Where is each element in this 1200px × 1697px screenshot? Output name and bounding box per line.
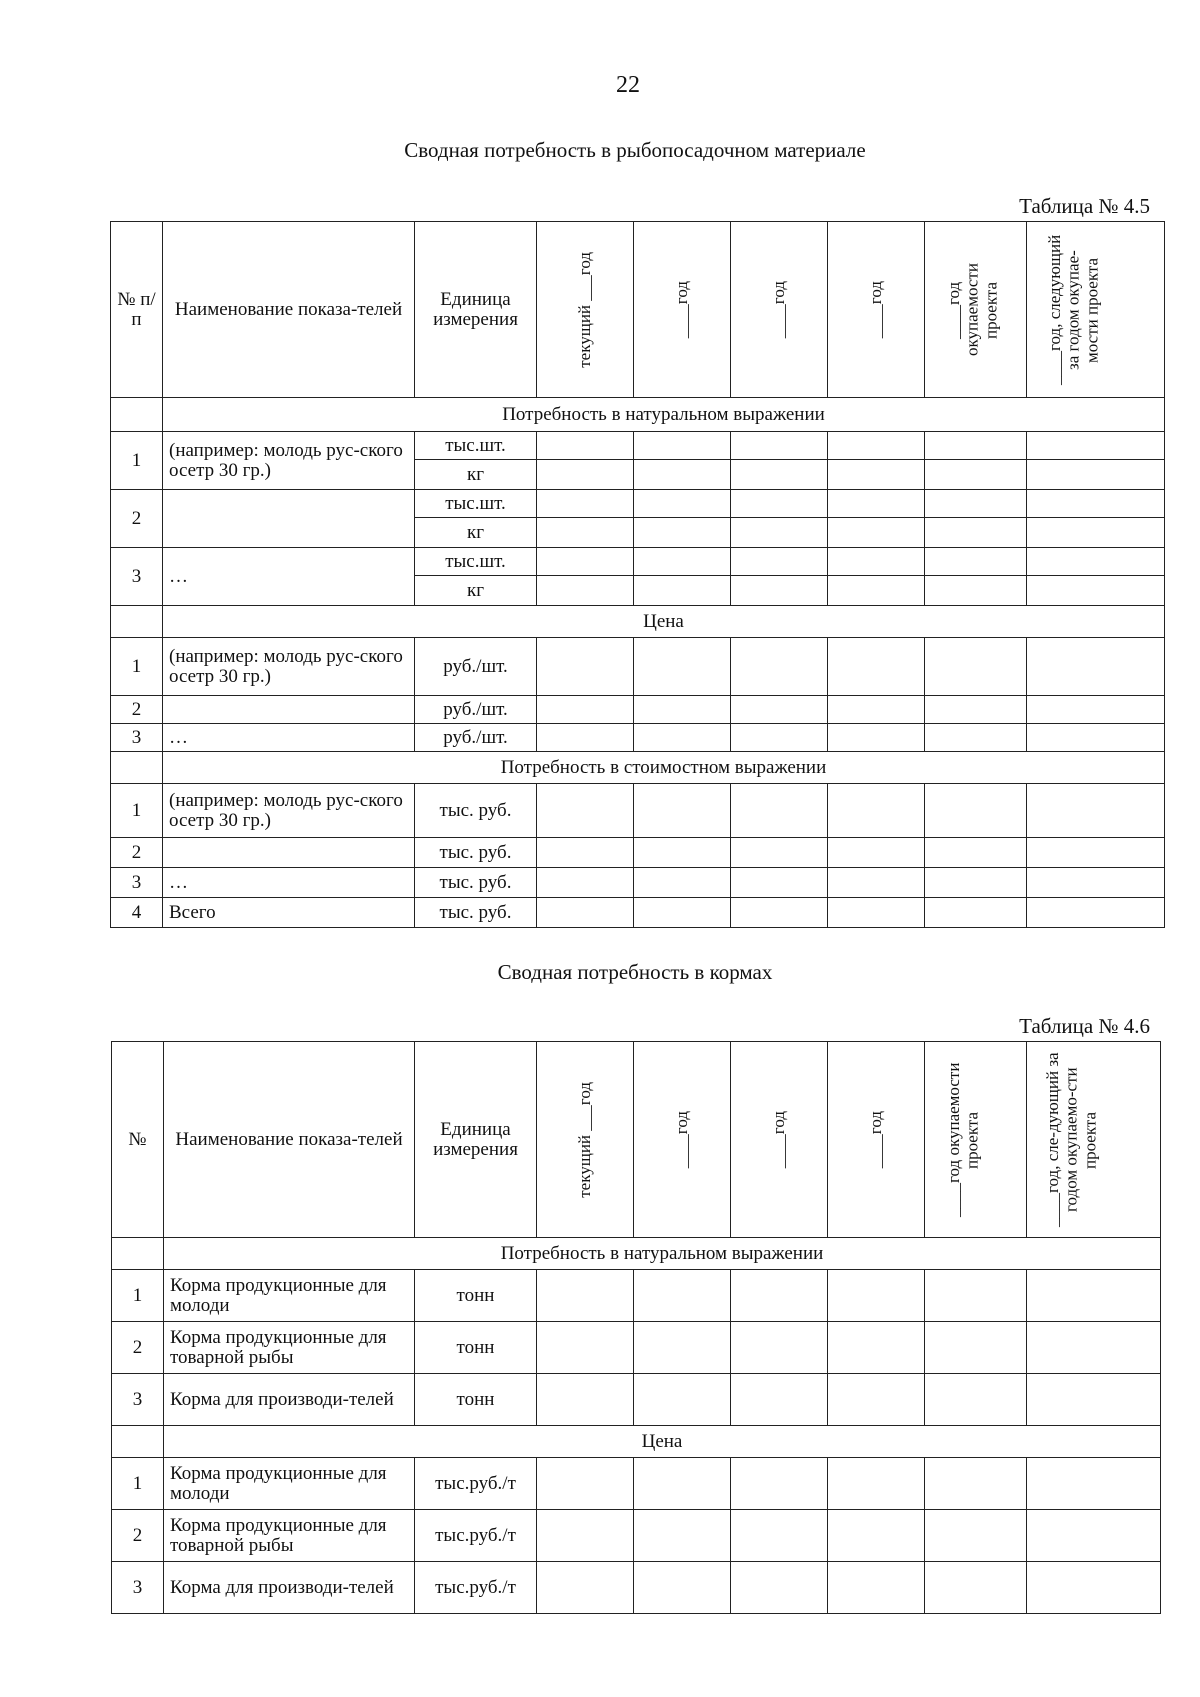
row-unit: тонн bbox=[415, 1374, 537, 1426]
row-unit: руб./шт. bbox=[415, 724, 537, 752]
table-row bbox=[111, 638, 1165, 696]
header-row bbox=[111, 222, 1165, 398]
row-name: (например: молодь рус-ского осетр 30 гр.) bbox=[163, 784, 415, 838]
header-row bbox=[112, 1042, 1161, 1238]
header-name: Наименование показа-телей bbox=[164, 1042, 415, 1238]
table-4-6-title: Сводная потребность в кормах bbox=[497, 960, 773, 984]
row-name: Корма продукционные для молоди bbox=[164, 1270, 415, 1322]
header-year-2: ____год bbox=[634, 222, 731, 398]
row-unit: руб./шт. bbox=[415, 638, 537, 696]
table-4-5-label: Таблица № 4.5 bbox=[1019, 194, 1150, 218]
row-num: 4 bbox=[111, 898, 163, 928]
row-num: 2 bbox=[111, 490, 163, 548]
table-row bbox=[111, 868, 1165, 898]
section-row bbox=[111, 398, 1165, 432]
table-4-6-label: Таблица № 4.6 bbox=[1019, 1014, 1150, 1038]
row-num: 2 bbox=[111, 696, 163, 724]
table-row bbox=[112, 1374, 1161, 1426]
row-num: 3 bbox=[111, 724, 163, 752]
row-name bbox=[163, 490, 415, 548]
row-name bbox=[163, 838, 415, 868]
row-unit: кг bbox=[415, 460, 537, 490]
header-year-after-payback: ____год, сле-дующий за годом окупаемо-сти проекта bbox=[1027, 1042, 1161, 1238]
row-num: 1 bbox=[111, 432, 163, 490]
row-name: … bbox=[163, 724, 415, 752]
table-4-5 bbox=[110, 221, 1165, 928]
row-unit: тыс.шт. bbox=[415, 548, 537, 576]
table-row bbox=[112, 1458, 1161, 1510]
header-year-payback: ____год окупаемости проекта bbox=[925, 1042, 1027, 1238]
table-row bbox=[111, 724, 1165, 752]
row-num: 3 bbox=[111, 548, 163, 606]
section-row bbox=[112, 1426, 1161, 1458]
row-unit: руб./шт. bbox=[415, 696, 537, 724]
section-cost: Потребность в стоимостном выражении bbox=[163, 752, 1165, 784]
row-name: Корма продукционные для товарной рыбы bbox=[164, 1322, 415, 1374]
row-unit: кг bbox=[415, 576, 537, 606]
row-num: 3 bbox=[112, 1562, 164, 1614]
row-unit: тыс.шт. bbox=[415, 490, 537, 518]
header-year-after-payback: ____год, следующий за годом окупае-мости проекта bbox=[1027, 222, 1165, 398]
row-num: 2 bbox=[112, 1510, 164, 1562]
table-row bbox=[112, 1562, 1161, 1614]
header-year-payback: ____год окупаемости проекта bbox=[925, 222, 1027, 398]
section-price: Цена bbox=[163, 606, 1165, 638]
row-unit: тыс. руб. bbox=[415, 838, 537, 868]
section-natural: Потребность в натуральном выражении bbox=[163, 398, 1165, 432]
row-unit: тыс. руб. bbox=[415, 898, 537, 928]
table-row bbox=[111, 898, 1165, 928]
header-year-3: ____год bbox=[731, 1042, 828, 1238]
header-unit: Единица измерения bbox=[415, 222, 537, 398]
row-unit: тонн bbox=[415, 1322, 537, 1374]
table-row bbox=[111, 548, 1165, 576]
row-num: 3 bbox=[111, 868, 163, 898]
table-4-6 bbox=[111, 1041, 1161, 1614]
row-num: 1 bbox=[111, 638, 163, 696]
row-num: 1 bbox=[112, 1458, 164, 1510]
section-natural: Потребность в натуральном выражении bbox=[164, 1238, 1161, 1270]
page-number: 22 bbox=[616, 72, 640, 98]
row-unit: тонн bbox=[415, 1270, 537, 1322]
row-name bbox=[163, 696, 415, 724]
row-unit: тыс.руб./т bbox=[415, 1562, 537, 1614]
row-num: 2 bbox=[111, 838, 163, 868]
row-unit: кг bbox=[415, 518, 537, 548]
row-unit: тыс. руб. bbox=[415, 784, 537, 838]
header-num: № bbox=[112, 1042, 164, 1238]
table-row bbox=[111, 432, 1165, 460]
header-year-current: текущий ___год bbox=[537, 222, 634, 398]
header-num: № п/п bbox=[111, 222, 163, 398]
row-num: 2 bbox=[112, 1322, 164, 1374]
header-year-4: ____год bbox=[828, 1042, 925, 1238]
header-unit: Единица измерения bbox=[415, 1042, 537, 1238]
table-row bbox=[111, 490, 1165, 518]
header-year-current: текущий ___год bbox=[537, 1042, 634, 1238]
row-unit: тыс.руб./т bbox=[415, 1458, 537, 1510]
section-row bbox=[111, 752, 1165, 784]
row-name: Всего bbox=[163, 898, 415, 928]
section-price: Цена bbox=[164, 1426, 1161, 1458]
row-name: … bbox=[163, 548, 415, 606]
row-name: Корма для производи-телей bbox=[164, 1562, 415, 1614]
header-year-2: ____год bbox=[634, 1042, 731, 1238]
section-row bbox=[112, 1238, 1161, 1270]
row-unit: тыс.шт. bbox=[415, 432, 537, 460]
row-num: 3 bbox=[112, 1374, 164, 1426]
row-num: 1 bbox=[112, 1270, 164, 1322]
table-row bbox=[111, 838, 1165, 868]
row-name: (например: молодь рус-ского осетр 30 гр.) bbox=[163, 432, 415, 490]
row-name: Корма продукционные для товарной рыбы bbox=[164, 1510, 415, 1562]
table-row bbox=[112, 1322, 1161, 1374]
table-row bbox=[112, 1510, 1161, 1562]
table-row bbox=[111, 696, 1165, 724]
row-num: 1 bbox=[111, 784, 163, 838]
row-name: Корма продукционные для молоди bbox=[164, 1458, 415, 1510]
header-year-3: ____год bbox=[731, 222, 828, 398]
table-row bbox=[111, 784, 1165, 838]
header-name: Наименование показа-телей bbox=[163, 222, 415, 398]
section-row bbox=[111, 606, 1165, 638]
row-unit: тыс.руб./т bbox=[415, 1510, 537, 1562]
header-year-4: ____год bbox=[828, 222, 925, 398]
row-name: … bbox=[163, 868, 415, 898]
row-name: Корма для производи-телей bbox=[164, 1374, 415, 1426]
row-unit: тыс. руб. bbox=[415, 868, 537, 898]
row-name: (например: молодь рус-ского осетр 30 гр.) bbox=[163, 638, 415, 696]
table-4-5-title: Сводная потребность в рыбопосадочном материале bbox=[404, 138, 866, 162]
table-row bbox=[112, 1270, 1161, 1322]
